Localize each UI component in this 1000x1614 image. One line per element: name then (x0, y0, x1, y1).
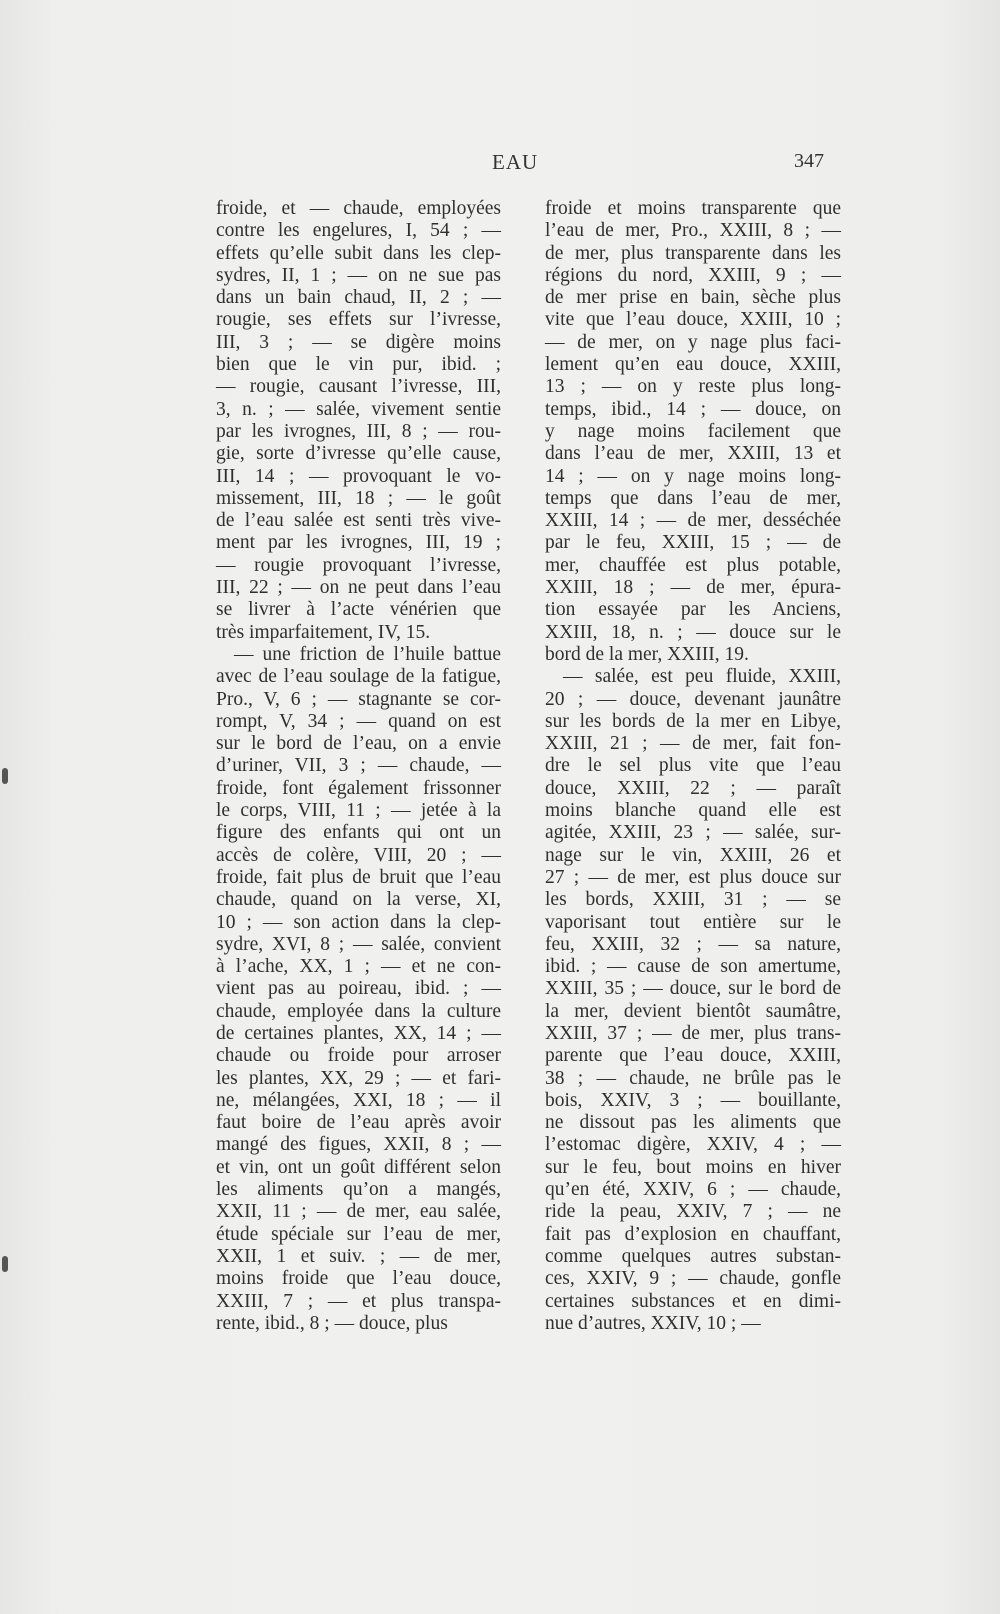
text-line: 3, n. ; — salée, vivement sentie (216, 398, 501, 420)
text-line: chaude, employée dans la culture (216, 1000, 501, 1022)
text-line: 13 ; — on y reste plus long- (545, 376, 841, 398)
text-line: qu’en été, XXIV, 6 ; — chaude, (545, 1179, 841, 1201)
page-number: 347 (794, 150, 824, 172)
text-line: très imparfaitement, IV, 15. (216, 621, 431, 643)
text-line: la mer, devient bientôt saumâtre, (545, 1000, 841, 1022)
text-line: froide, fait plus de bruit que l’eau (216, 866, 501, 888)
text-line: de l’eau salée est senti très vive- (216, 510, 501, 532)
text-line: III, 14 ; — provoquant le vo- (216, 465, 501, 487)
binding-mark (2, 1256, 8, 1272)
text-line: sur le bord de l’eau, on a envie (216, 733, 501, 755)
text-line: régions du nord, XXIII, 9 ; — (545, 264, 841, 286)
text-line: sydre, XVI, 8 ; — salée, convient (216, 933, 501, 955)
text-line: XXIII, 21 ; — de mer, fait fon- (545, 733, 841, 755)
text-line: tion essayée par les Anciens, (545, 599, 841, 621)
text-line: froide, font également frissonner (216, 777, 501, 799)
text-line: nage sur le vin, XXIII, 26 et (545, 844, 841, 866)
text-line: sur les bords de la mer en Libye, (545, 710, 841, 732)
text-line: comme quelques autres substan- (545, 1245, 841, 1267)
text-line: ne, mélangées, XXI, 18 ; — il (216, 1089, 501, 1111)
text-line: vite que l’eau douce, XXIII, 10 ; (545, 309, 841, 331)
text-line: ment par les ivrognes, III, 19 ; (216, 532, 501, 554)
text-line: étude spéciale sur l’eau de mer, (216, 1223, 501, 1245)
text-line: bois, XXIV, 3 ; — bouillante, (545, 1089, 841, 1111)
text-line: de mer, plus transparente dans les (545, 242, 841, 264)
text-line: y nage moins facilement que (545, 420, 841, 442)
text-line: mangé des figues, XXII, 8 ; — (216, 1134, 501, 1156)
text-line: — de mer, on y nage plus faci- (545, 331, 841, 353)
text-line: — une friction de l’huile battue (234, 643, 501, 665)
text-line: ride la peau, XXIV, 7 ; — ne (545, 1201, 841, 1223)
text-line: III, 3 ; — se digère moins (216, 331, 501, 353)
text-line: vaporisant tout entière sur le (545, 911, 841, 933)
text-line: à l’ache, XX, 1 ; — et ne con- (216, 956, 501, 978)
text-line: XXIII, 37 ; — de mer, plus trans- (545, 1022, 841, 1044)
text-line: 27 ; — de mer, est plus douce sur (545, 866, 841, 888)
text-line: nue d’autres, XXIV, 10 ; — (545, 1312, 761, 1334)
text-line: rougie, ses effets sur l’ivresse, (216, 309, 501, 331)
text-line: ne dissout pas les aliments que (545, 1112, 841, 1134)
text-line: temps, ibid., 14 ; — douce, on (545, 398, 841, 420)
text-line: froide, et — chaude, employées (216, 198, 501, 219)
text-line: dre le sel plus vite que l’eau (545, 755, 841, 777)
left-text-column (216, 198, 501, 1335)
text-line: mer, chauffée est plus potable, (545, 554, 841, 576)
text-line: III, 22 ; — on ne peut dans l’eau (216, 577, 501, 599)
text-line: certaines substances et en dimi- (545, 1290, 841, 1312)
text-line: gie, sorte d’ivresse qu’elle cause, (216, 443, 501, 465)
text-line: moins blanche quand elle est (545, 800, 841, 822)
text-line: XXIII, 7 ; — et plus transpa- (216, 1290, 501, 1312)
text-line: accès de colère, VIII, 20 ; — (216, 844, 501, 866)
text-line: bien que le vin pur, ibid. ; (216, 354, 501, 376)
text-line: dans l’eau de mer, XXIII, 13 et (545, 443, 841, 465)
text-line: figure des enfants qui ont un (216, 822, 501, 844)
text-line: vient pas au poireau, ibid. ; — (216, 978, 501, 1000)
text-line: parente que l’eau douce, XXIII, (545, 1045, 841, 1067)
text-line: les bords, XXIII, 31 ; — se (545, 889, 841, 911)
text-line: l’eau de mer, Pro., XXIII, 8 ; — (545, 220, 841, 242)
text-line: rente, ibid., 8 ; — douce, plus (216, 1312, 448, 1334)
running-head: EAU (492, 150, 539, 174)
text-line: les aliments qu’on a mangés, (216, 1179, 501, 1201)
text-line: temps que dans l’eau de mer, (545, 487, 841, 509)
text-line: Pro., V, 6 ; — stagnante se cor- (216, 688, 501, 710)
text-line: feu, XXIII, 32 ; — sa nature, (545, 933, 841, 955)
text-line: effets qu’elle subit dans les clep- (216, 242, 501, 264)
text-line: 38 ; — chaude, ne brûle pas le (545, 1067, 841, 1089)
text-line: le corps, VIII, 11 ; — jetée à la (216, 800, 501, 822)
text-line: de certaines plantes, XX, 14 ; — (216, 1022, 501, 1044)
text-line: contre les engelures, I, 54 ; — (216, 220, 501, 242)
text-line: XXIII, 18, n. ; — douce sur le (545, 621, 841, 643)
text-line: XXII, 1 et suiv. ; — de mer, (216, 1245, 501, 1267)
right-text-column (545, 198, 841, 1335)
text-line: sydres, II, 1 ; — on ne sue pas (216, 264, 501, 286)
text-line: — salée, est peu fluide, XXIII, (563, 666, 841, 688)
text-line: missement, III, 18 ; — le goût (216, 487, 501, 509)
text-line: faut boire de l’eau après avoir (216, 1112, 501, 1134)
text-line: lement qu’en eau douce, XXIII, (545, 354, 841, 376)
text-line: XXIII, 14 ; — de mer, desséchée (545, 510, 841, 532)
text-line: avec de l’eau soulage de la fatigue, (216, 666, 501, 688)
text-line: chaude ou froide pour arroser (216, 1045, 501, 1067)
text-line: sur le feu, bout moins en hiver (545, 1156, 841, 1178)
text-line: par le feu, XXIII, 15 ; — de (545, 532, 841, 554)
text-line: ces, XXIV, 9 ; — chaude, gonfle (545, 1268, 841, 1290)
text-line: de mer prise en bain, sèche plus (545, 287, 841, 309)
text-line: moins froide que l’eau douce, (216, 1268, 501, 1290)
text-line: — rougie, causant l’ivresse, III, (216, 376, 501, 398)
text-line: rompt, V, 34 ; — quand on est (216, 710, 501, 732)
text-line: 10 ; — son action dans la clep- (216, 911, 501, 933)
text-line: XXII, 11 ; — de mer, eau salée, (216, 1201, 501, 1223)
text-line: dans un bain chaud, II, 2 ; — (216, 287, 501, 309)
text-line: et vin, ont un goût différent selon (216, 1156, 501, 1178)
text-line: douce, XXIII, 22 ; — paraît (545, 777, 841, 799)
text-line: par les ivrognes, III, 8 ; — rou- (216, 420, 501, 442)
text-line: fait pas d’explosion en chauffant, (545, 1223, 841, 1245)
text-line: agitée, XXIII, 23 ; — salée, sur- (545, 822, 841, 844)
text-line: XXIII, 35 ; — douce, sur le bord de (545, 978, 841, 1000)
text-line: les plantes, XX, 29 ; — et fari- (216, 1067, 501, 1089)
text-line: ibid. ; — cause de son amertume, (545, 956, 841, 978)
text-line: 20 ; — douce, devenant jaunâtre (545, 688, 841, 710)
text-line: d’uriner, VII, 3 ; — chaude, — (216, 755, 501, 777)
binding-mark (2, 768, 8, 784)
text-line: — rougie provoquant l’ivresse, (216, 554, 501, 576)
text-line: bord de la mer, XXIII, 19. (545, 643, 749, 665)
text-line: 14 ; — on y nage moins long- (545, 465, 841, 487)
text-line: l’estomac digère, XXIV, 4 ; — (545, 1134, 841, 1156)
text-line: se livrer à l’acte vénérien que (216, 599, 501, 621)
text-line: froide et moins transparente que (545, 198, 841, 219)
text-line: chaude, quand on la verse, XI, (216, 889, 501, 911)
text-line: XXIII, 18 ; — de mer, épura- (545, 577, 841, 599)
